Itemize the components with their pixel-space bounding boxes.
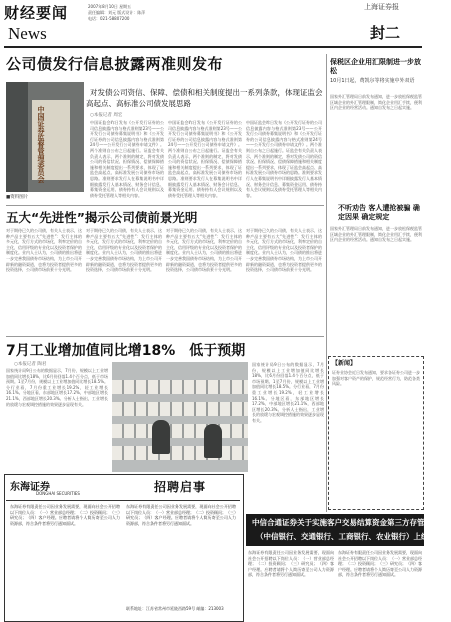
story2-body-col-2: 对于期待已久的公司债，有关人士表示，这种产品主要有五大“先进性”：发行主体的多元化，发行方式的市场化，利率定价的自主化，信用评级的专业化以及投资者保护的制度化。业内人士认为，公司债的推出将进一步完善我国债券市场结构，为上市公司开辟新的融资渠道，也将为投资者提供更多的投资选择，公司债市场前景十分光明。 (86, 228, 162, 273)
factory-photo (112, 362, 248, 472)
story3-byline: ○本报记者 陶君 (14, 362, 47, 367)
sidebar-title-2: 不听劝告 客人遭抢被骗 确定因果 确定规定 (338, 204, 420, 221)
column-divider (326, 54, 327, 512)
main-body-col-3: 中国证监会昨日发布《公开发行证券的公司信息披露内容与格式准则第23号——公开发行公司债券募集说明书》和《公开发行证券的公司信息披露内容与格式准则第24号——公开发行公司债券申请文件》。两个准则自公布之日起施行。证监会有关负责人表示，两个准则的制定，将对发债公司的资信状况、担保情况、偿债保障措施和相关制度提出一系列要求，体现了证监会高起点、高标准发展公司债券市场的思路。准则要求发行人在募集说明书中详细披露发行人基本情况、财务会计信息、募集资金运用、债券持有人会议规则以及债券受托管理人等相关内容。 (246, 120, 322, 198)
masthead-date: 2007年8月10日 星期五 (88, 4, 132, 9)
banner-body-col-2: 东海证券有限责任公司因业务发展需要，现面向社会公开招聘以下岗位人员：（一）营业部总经理；（二）投资顾问；（三）研究员；（四）客户经理。应聘者请将个人简历寄至公司人力资源部，符合条件者将另行通知面试。 (338, 550, 422, 578)
main-body-col-1: 中国证监会昨日发布《公开发行证券的公司信息披露内容与格式准则第23号——公开发行公司债券募集说明书》和《公开发行证券的公司信息披露内容与格式准则第24号——公开发行公司债券申请文件》。两个准则自公布之日起施行。证监会有关负责人表示，两个准则的制定，将对发债公司的资信状况、担保情况、偿债保障措施和相关制度提出一系列要求，体现了证监会高起点、高标准发展公司债券市场的思路。准则要求发行人在募集说明书中详细披露发行人基本情况、财务会计信息、募集资金运用、债券持有人会议规则以及债券受托管理人等相关内容。 (90, 120, 164, 198)
photo-product-row (112, 402, 248, 416)
photo-product-row (112, 380, 248, 394)
story2-body-col-1: 对于期待已久的公司债，有关人士表示，这种产品主要有五大“先进性”：发行主体的多元化，发行方式的市场化，利率定价的自主化，信用评级的专业化以及投资者保护的制度化。业内人士认为，公司债的推出将进一步完善我国债券市场结构，为上市公司开辟新的融资渠道，也将为投资者提供更多的投资选择，公司债市场前景十分光明。 (6, 228, 82, 273)
sidebar-body-1: 国家外汇管理局日前发布通知，进一步放松保税监管区域企业的外汇管理限制，简化企业用汇手续，便利区内企业的经营活动。通知自发布之日起实施。 (330, 94, 422, 111)
story3-body-col-1: 国家统计局9日公布的数据显示，7月份，规模以上工业增加值同比增长18%，比6月份回落1.4个百分点，低于市场预期。1至7月份，规模以上工业增加值同比增长18.5%。分行业看，7月份重工业增长19.2%，轻工业增长16.1%。分地区看，东部地区增长17.2%，中部地区增长21.1%，西部地区增长20.3%。分析人士指出，工业增长的放缓与宏观调控措施的效果逐步显现有关。 (6, 368, 108, 407)
masthead-info (88, 4, 288, 22)
story-divider-2 (6, 336, 324, 337)
ad-company-name: 东海证券 (10, 482, 50, 493)
section-brand-en: News (8, 24, 47, 43)
masthead-editors: 责任编辑：刘元 版式设计：陈萍 (88, 10, 146, 15)
photo-worker (152, 420, 170, 454)
ad-company-name-en: DONGHAI SECURITIES (36, 491, 80, 496)
sidebar-title-1: 保税区企业用汇限制进一步放松 (330, 58, 421, 75)
main-subhead-1: 对发债公司资信、保障、偿债和相关制度提出一系列条款，体现证监会 (90, 88, 323, 97)
story2-body-col-4: 对于期待已久的公司债，有关人士表示，这种产品主要有五大“先进性”：发行主体的多元化，发行方式的市场化，利率定价的自主化，信用评级的专业化以及投资者保护的制度化。业内人士认为，公司债的推出将进一步完善我国债券市场结构，为上市公司开辟新的融资渠道，也将为投资者提供更多的投资选择，公司债市场前景十分光明。 (246, 228, 322, 273)
ad-title: 招聘启事 (154, 480, 207, 494)
story3-headline: 7月工业增加值同比增18% 低于预期 (6, 343, 246, 359)
page-section-name: 封二 (370, 24, 401, 42)
photo-worker (204, 424, 222, 458)
photo-product-row (112, 446, 248, 460)
section-brand-cn: 财经要闻 (4, 4, 69, 22)
ad-body-col-1: 东海证券有限责任公司因业务发展需要，现面向社会公开招聘以下岗位人员：（一）营业部总经理；（二）投资顾问；（三）研究员；（四）客户经理。应聘者请将个人简历寄至公司人力资源部，符合条件者将另行通知面试。 (10, 504, 120, 526)
banner-body-col-1: 东海证券有限责任公司因业务发展需要，现面向社会公开招聘以下岗位人员：（一）营业部总经理；（二）投资顾问；（三）研究员；（四）客户经理。应聘者请将个人简历寄至公司人力资源部，符合条件者将另行通知面试。 (248, 550, 334, 578)
main-subhead-2: 高起点、高标准公司债发展思路 (86, 99, 191, 108)
ad-divider (6, 500, 240, 501)
ad-body-col-2: 东海证券有限责任公司因业务发展需要，现面向社会公开招聘以下岗位人员：（一）营业部总经理；（二）投资顾问；（三）研究员；（四）客户经理。应聘者请将个人简历寄至公司人力资源部，符合条件者将另行通知面试。 (126, 504, 236, 526)
story2-body-col-3: 对于期待已久的公司债，有关人士表示，这种产品主要有五大“先进性”：发行主体的多元化，发行方式的市场化，利率定价的自主化，信用评级的专业化以及投资者保护的制度化。业内人士认为，公司债的推出将进一步完善我国债券市场结构，为上市公司开辟新的融资渠道，也将为投资者提供更多的投资选择，公司债市场前景十分光明。 (166, 228, 242, 273)
sidebar-title-3: 【新闻】 (332, 360, 357, 367)
banner-title-line-1: 中信合通证券关于实施客户交易结算资金第三方存管 (252, 518, 425, 527)
main-body-col-2: 中国证监会昨日发布《公开发行证券的公司信息披露内容与格式准则第23号——公开发行公司债券募集说明书》和《公开发行证券的公司信息披露内容与格式准则第24号——公开发行公司债券申请文件》。两个准则自公布之日起施行。证监会有关负责人表示，两个准则的制定，将对发债公司的资信状况、担保情况、偿债保障措施和相关制度提出一系列要求，体现了证监会高起点、高标准发展公司债券市场的思路。准则要求发行人在募集说明书中详细披露发行人基本情况、财务会计信息、募集资金运用、债券持有人会议规则以及债券受托管理人等相关内容。 (168, 120, 242, 198)
banner-title-line-2: （中信银行、交通银行、工商银行、农业银行）上线的公告 (256, 532, 451, 541)
photo-shadow (6, 82, 28, 192)
photo-caption: ■资料图片 (6, 195, 29, 200)
photo-sign-text: 中国证券监督管理委员会 (37, 106, 45, 183)
main-byline: ○本报记者 周宏 (90, 113, 123, 118)
story3-body-col-2: 国家统计局9日公布的数据显示，7月份，规模以上工业增加值同比增长18%，比6月份回落1.4个百分点，低于市场预期。1至7月份，规模以上工业增加值同比增长18.5%。分行业看，7月份重工业增长19.2%，轻工业增长16.1%。分地区看，东部地区增长17.2%，中部地区增长21.1%，西部地区增长20.3%。分析人士指出，工业增长的放缓与宏观调控措施的效果逐步显现有关。 (252, 362, 324, 423)
main-headline: 公司债发行信息披露两准则发布 (6, 55, 224, 73)
story2-headline: 五大“先进性”揭示公司债前景光明 (6, 210, 198, 225)
masthead-phone: 电话：021-58807200 (88, 16, 130, 21)
story-divider-1 (6, 205, 324, 206)
photo-product-row (112, 424, 248, 438)
sidebar-body-3: 证券业协会近日发布通知，要求各证券公司进一步加强对客户资产的保护，规范经营行为，防范各类风险。 (332, 370, 420, 387)
masthead-rule (4, 46, 422, 48)
sidebar-subtitle-1: 10月1日起，费凯尔等将实施中外双语 (330, 78, 415, 84)
paper-name: 上海证券报 (364, 3, 399, 11)
news-photo (6, 82, 84, 192)
ad-contact: 联系地址：江苏省常州市延陵西路59号 邮编：213003 (126, 606, 224, 611)
sidebar-body-2: 国家外汇管理局日前发布通知，进一步放松保税监管区域企业的外汇管理限制，简化企业用汇手续，便利区内企业的经营活动。通知自发布之日起实施。 (330, 226, 422, 243)
